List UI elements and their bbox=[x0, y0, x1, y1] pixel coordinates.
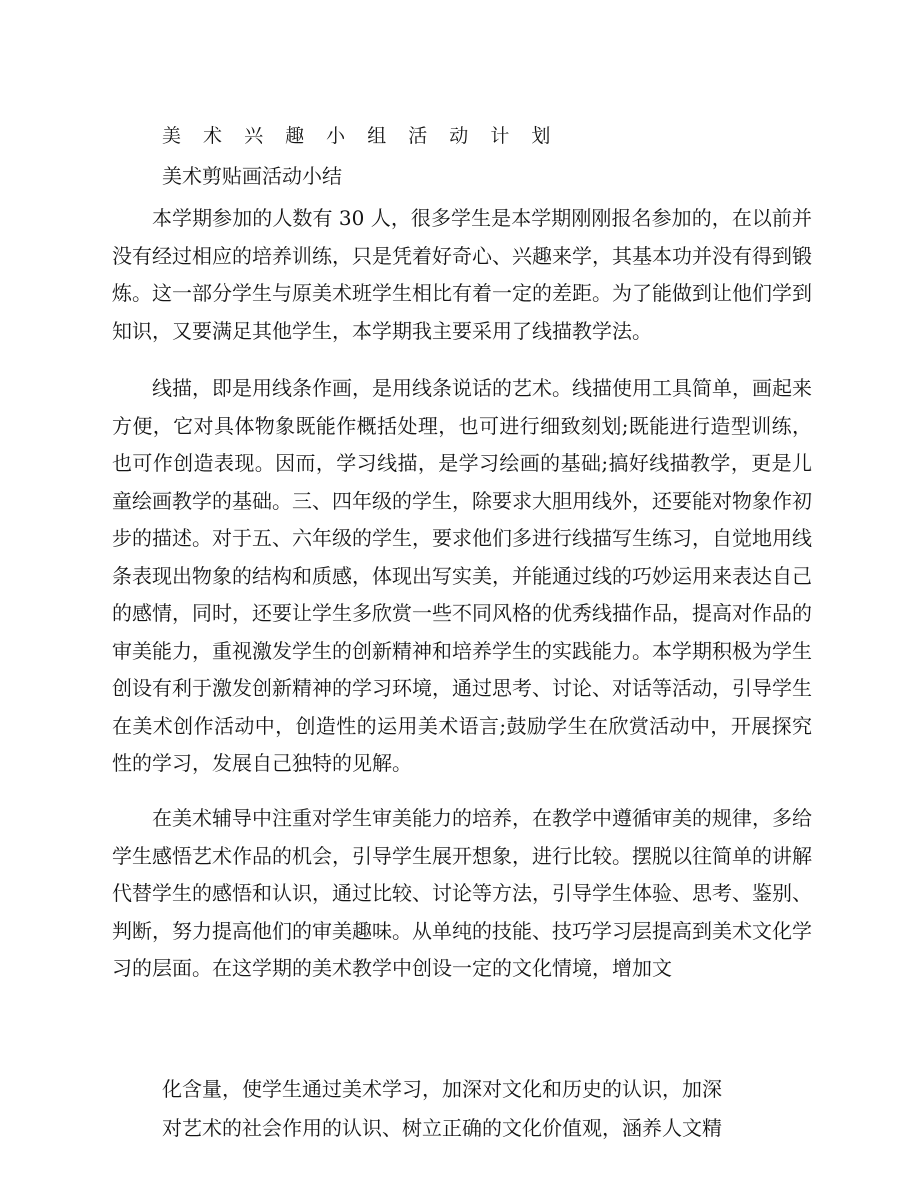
document-title: 美 术 兴 趣 小 组 活 动 计 划 bbox=[162, 125, 559, 147]
paragraph-3: 在美术辅导中注重对学生审美能力的培养，在教学中遵循审美的规律，多给学生感悟艺术作品的机会，引导学生展开想象，进行比较。摆脱以往简单的讲解代替学生的感悟和认识，通过比较、讨论等方法，引导学生体验、思考、鉴别、判断，努力提高他们的审美趣味。从单纯的技能、技巧学习层提高到美术文化学习的层面。在这学期的美术教学中创设一定的文化情境，增加文 bbox=[112, 806, 812, 980]
continuation-line-1: 化含量，使学生通过美术学习，加深对文化和历史的认识，加深 bbox=[162, 1077, 722, 1101]
paragraph-1: 本学期参加的人数有 30 人，很多学生是本学期刚刚报名参加的，在以前并没有经过相应的培养训练，只是凭着好奇心、兴趣来学，其基本功并没有得到锻炼。这一部分学生与原美术班学生相比有着一定的差距。为了能做到让他们学到知识，又要满足其他学生，本学期我主要采用了线描教学法。 bbox=[112, 206, 812, 343]
paragraph-2: 线描，即是用线条作画，是用线条说话的艺术。线描使用工具简单，画起来方便，它对具体物象既能作概括处理，也可进行细致刻划;既能进行造型训练，也可作创造表现。因而，学习线描，是学习绘画的基础;搞好线描教学，更是儿童绘画教学的基础。三、四年级的学生，除要求大胆用线外，还要能对物象作初步的描述。对于五、六年级的学生，要求他们多进行线描写生练习，自觉地用线条表现出物象的结构和质感，体现出写实美，并能通过线的巧妙运用来表达自己的感情，同时，还要让学生多欣赏一些不同风格的优秀线描作品，提高对作品的审美能力，重视激发学生的创新精神和培养学生的实践能力。本学期积极为学生创设有利于激发创新精神的学习环境，通过思考、讨论、对话等活动，引导学生在美术创作活动中，创造性的运用美术语言;鼓励学生在欣赏活动中，开展探究性的学习，发展自己独特的见解。 bbox=[112, 376, 812, 775]
document-subtitle: 美术剪贴画活动小结 bbox=[162, 164, 342, 188]
continuation-line-2: 对艺术的社会作用的认识、树立正确的文化价值观，涵养人文精 bbox=[162, 1116, 722, 1140]
